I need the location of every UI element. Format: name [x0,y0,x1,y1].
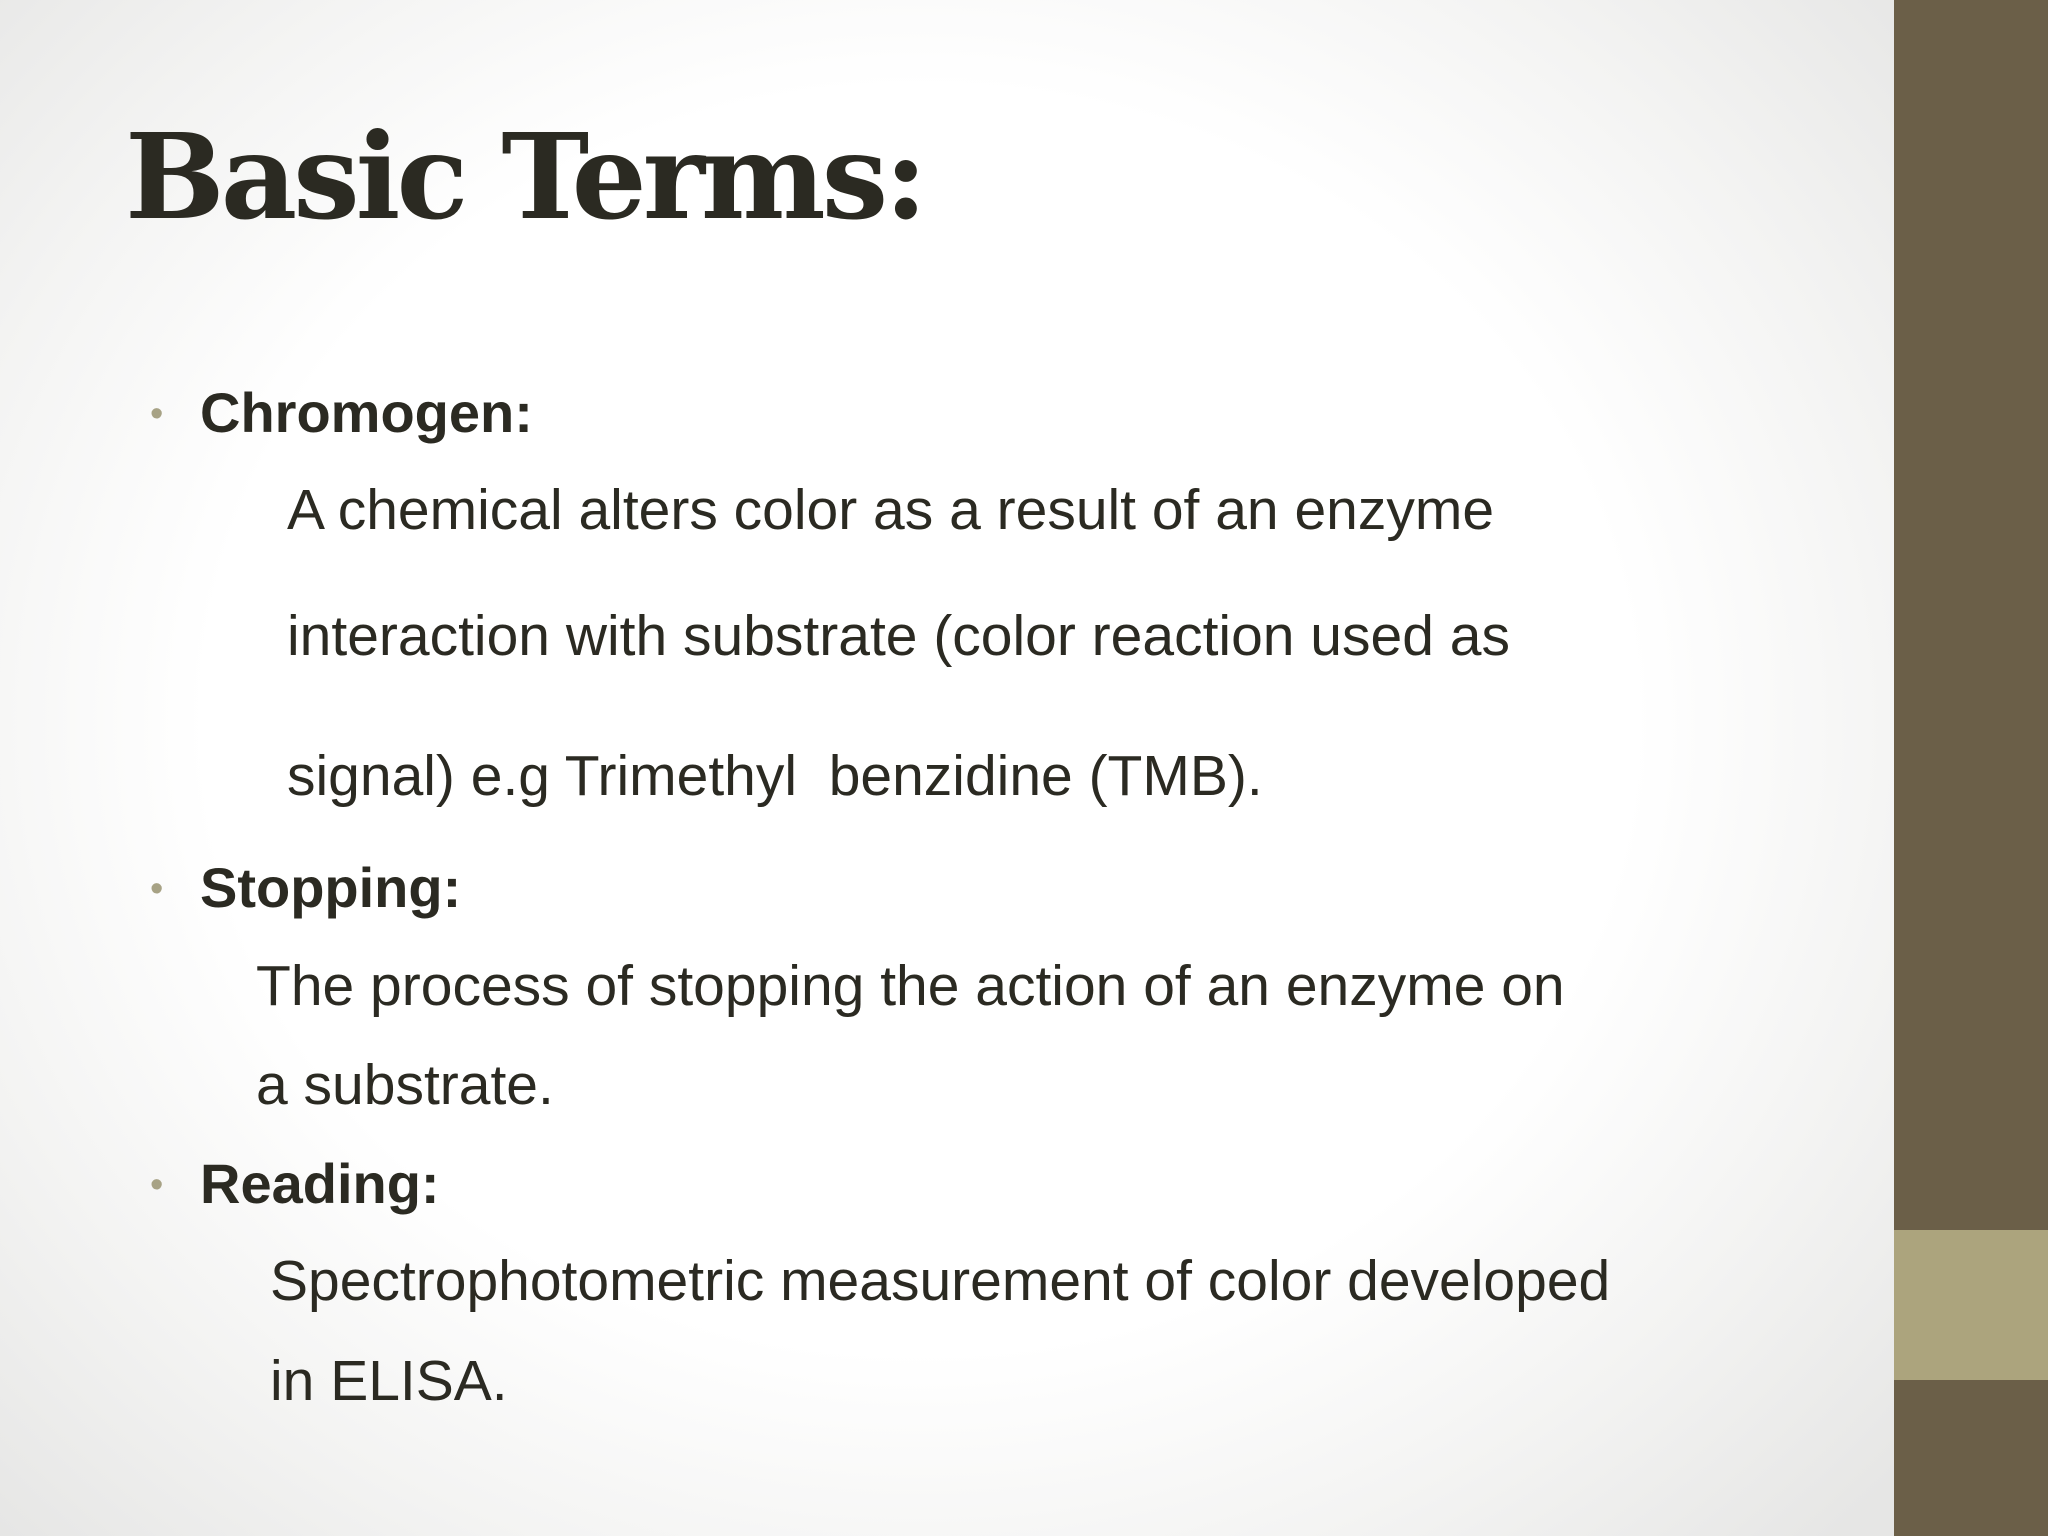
term-chromogen-definition-line-2: interaction with substrate (color reaction used as [287,604,1510,668]
decorative-side-bar [1894,0,2048,1536]
slide-title: Basic Terms: [125,107,924,246]
term-chromogen-label: Chromogen: [200,381,533,444]
term-reading-label: Reading: [200,1152,440,1215]
term-reading-definition-line-2: in ELISA. [270,1349,508,1413]
term-chromogen-definition-line-1: A chemical alters color as a result of an enzyme [287,478,1495,542]
bullet-icon: • [150,393,164,435]
bullet-icon: • [150,868,164,910]
term-stopping-label: Stopping: [200,856,462,919]
term-reading-definition-line-1: Spectrophotometric measurement of color developed [270,1249,1611,1313]
term-chromogen-definition-line-3: signal) e.g Trimethyl benzidine (TMB). [287,744,1263,808]
bullet-icon: • [150,1164,164,1206]
side-bar-accent-block [1894,1230,2048,1380]
term-stopping-definition-line-2: a substrate. [256,1053,554,1117]
term-stopping-definition-line-1: The process of stopping the action of an enzyme on [256,954,1565,1018]
